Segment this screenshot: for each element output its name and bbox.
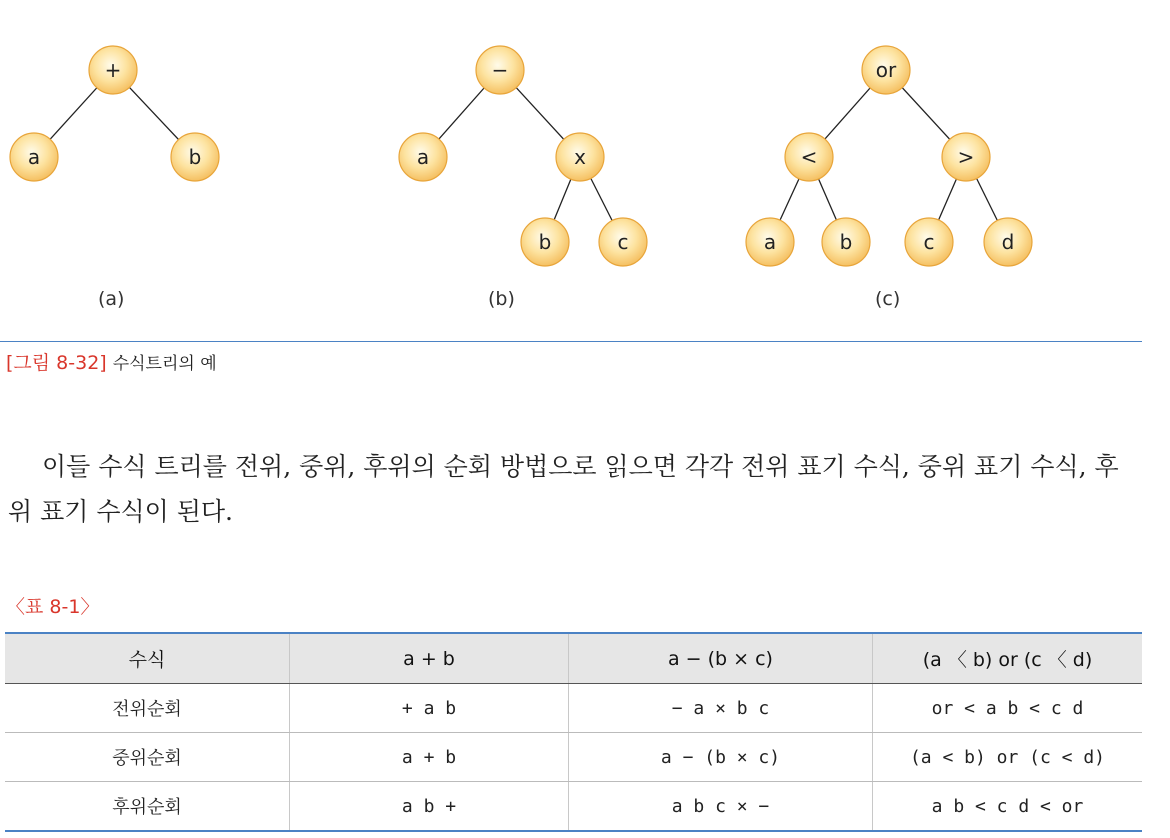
- row-label: 전위순회: [5, 684, 290, 733]
- node-label: b: [839, 230, 853, 254]
- tree-node: [476, 46, 524, 94]
- table-caption: 〈표 8-1〉: [6, 596, 100, 618]
- tree-node: [10, 133, 58, 181]
- body-paragraph: 이들 수식 트리를 전위, 중위, 후위의 순회 방법으로 읽으면 각각 전위 표기 수식, 중위 표기 수식, 후위 표기 수식이 된다.: [8, 452, 1119, 526]
- node-label: +: [104, 58, 122, 82]
- tree-node: [984, 218, 1032, 266]
- tree-a: [10, 46, 219, 181]
- node-label: a: [27, 145, 41, 169]
- node-label: x: [574, 145, 586, 169]
- table-cell: a b < c d < or: [873, 782, 1143, 832]
- tree-node: [171, 133, 219, 181]
- tree-node: [862, 46, 910, 94]
- table-row: [5, 733, 1142, 782]
- tree-c: [746, 46, 1032, 266]
- node-label: >: [957, 145, 975, 169]
- table-cell: a b c × −: [569, 782, 873, 832]
- tree-b: [399, 46, 647, 266]
- tree-node: [822, 218, 870, 266]
- node-label: c: [617, 230, 629, 254]
- table-header-row: [5, 633, 1142, 684]
- table-row: [5, 782, 1142, 832]
- row-label: 중위순회: [5, 733, 290, 782]
- node-label: −: [491, 58, 509, 82]
- subfigure-caption-c: (c): [875, 288, 901, 310]
- node-label: b: [188, 145, 202, 169]
- tree-node: [746, 218, 794, 266]
- tree-node: [599, 218, 647, 266]
- figure-caption: [6, 348, 217, 375]
- table-cell: a + b: [290, 733, 569, 782]
- node-label: <: [800, 145, 818, 169]
- tree-node: [399, 133, 447, 181]
- node-label: c: [923, 230, 935, 254]
- figure-divider: [0, 341, 1142, 342]
- node-label: a: [416, 145, 430, 169]
- table-row: [5, 684, 1142, 733]
- subfigure-caption-a: (a): [98, 288, 125, 310]
- table-cell: or < a b < c d: [873, 684, 1143, 733]
- table-cell: (a < b) or (c < d): [873, 733, 1143, 782]
- node-label: d: [1001, 230, 1015, 254]
- row-label: 후위순회: [112, 797, 182, 818]
- column-header: a + b: [290, 633, 569, 684]
- tree-node: [89, 46, 137, 94]
- tree-node: [556, 133, 604, 181]
- table-cell: a b +: [290, 782, 569, 832]
- column-header: a − (b × c): [569, 633, 873, 684]
- column-header: 수식: [5, 633, 290, 684]
- tree-node: [521, 218, 569, 266]
- tree-node: [905, 218, 953, 266]
- table-cell: a − (b × c): [569, 733, 873, 782]
- subfigure-caption-b: (b): [488, 288, 515, 310]
- expression-trees-figure: [0, 0, 1170, 330]
- node-label: b: [538, 230, 552, 254]
- node-label: a: [763, 230, 777, 254]
- table-cell: + a b: [290, 684, 569, 733]
- figure-title: 수식트리의 예: [112, 354, 217, 374]
- figure-number: [그림 8-32]: [6, 352, 107, 374]
- tree-node: [785, 133, 833, 181]
- column-header: (a 〈 b) or (c 〈 d): [873, 633, 1143, 684]
- traversal-table: [5, 632, 1142, 832]
- node-label: or: [875, 58, 897, 82]
- tree-node: [942, 133, 990, 181]
- table-cell: − a × b c: [569, 684, 873, 733]
